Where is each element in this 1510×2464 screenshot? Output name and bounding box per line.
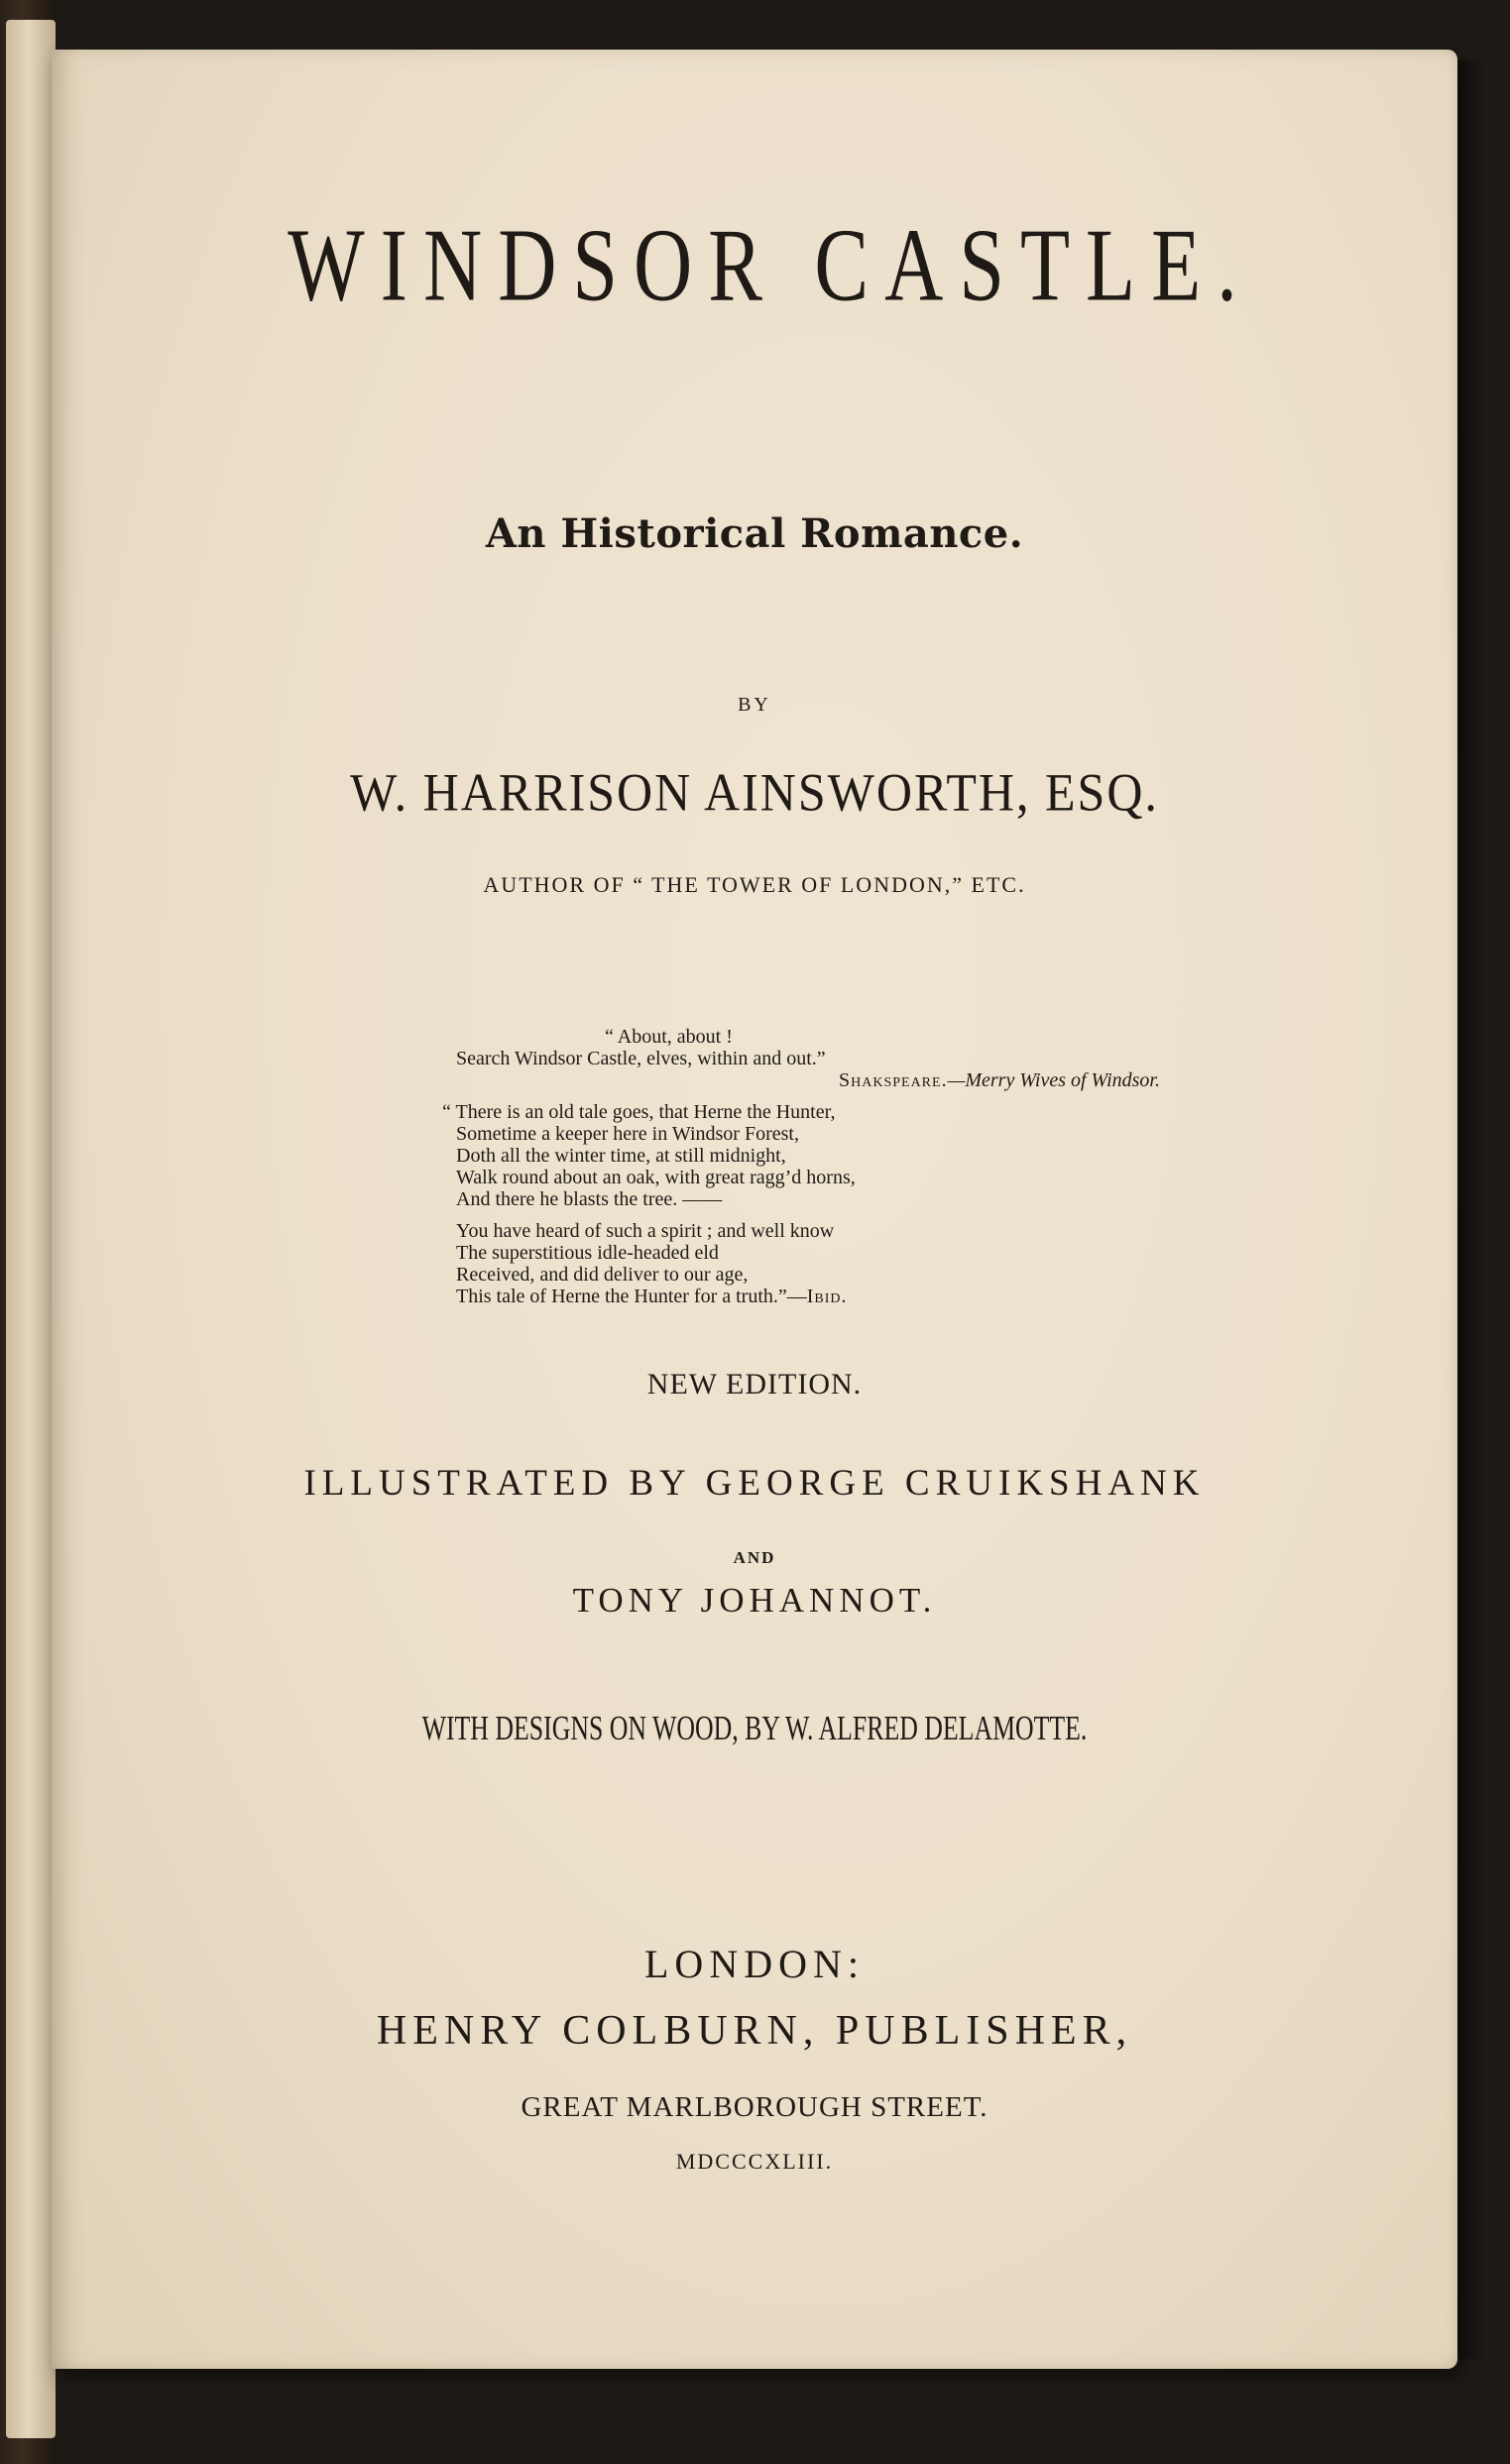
epigraph-line: And there he blasts the tree. ——: [456, 1188, 723, 1210]
byline-label: BY: [738, 694, 771, 716]
epigraph-line: Sometime a keeper here in Windsor Forest,: [456, 1123, 799, 1145]
second-illustrator: TONY JOHANNOT.: [572, 1581, 937, 1620]
epigraph: [442, 1026, 1170, 1307]
epigraph-line: The superstitious idle-headed eld: [456, 1242, 719, 1264]
epigraph-stanza-1: [456, 1026, 1170, 1091]
epigraph-attribution: [456, 1069, 1170, 1091]
book-subtitle: An Historical Romance.: [485, 510, 1024, 557]
epigraph-line: “ There is an old tale goes, that Herne the Hunter,: [442, 1101, 836, 1123]
author-note: AUTHOR OF “ THE TOWER OF LONDON,” ETC.: [483, 872, 1026, 897]
epigraph-line: Walk round about an oak, with great ragg’d horns,: [456, 1167, 856, 1188]
and-label: AND: [733, 1548, 776, 1567]
attribution-author: Shakspeare.: [838, 1069, 948, 1091]
illustrated-by: ILLUSTRATED BY GEORGE CRUIKSHANK: [303, 1463, 1206, 1504]
designs-credit: WITH DESIGNS ON WOOD, BY W. ALFRED DELAMOTTE.: [421, 1710, 1088, 1747]
title-page: [52, 50, 1457, 2369]
epigraph-line-final: [456, 1286, 1170, 1307]
page-edge-shadow: [1457, 59, 1487, 2359]
attribution-work: —Merry Wives of Windsor.: [947, 1069, 1160, 1091]
epigraph-line: Doth all the winter time, at still midnight,: [456, 1145, 786, 1167]
book-title: WINDSOR CASTLE.: [288, 207, 1253, 323]
author-name: W. HARRISON AINSWORTH, ESQ.: [350, 762, 1159, 823]
attribution-ibid: Ibid.: [806, 1286, 848, 1307]
imprint-city: LONDON:: [644, 1942, 865, 1986]
epigraph-final-text: This tale of Herne the Hunter for a truth.”—: [456, 1286, 807, 1307]
epigraph-line: You have heard of such a spirit ; and well know: [456, 1220, 835, 1242]
edition-label: NEW EDITION.: [646, 1368, 863, 1400]
page-gutter: [6, 20, 56, 2438]
imprint-publisher: HENRY COLBURN, PUBLISHER,: [376, 2008, 1133, 2054]
imprint-street: GREAT MARLBOROUGH STREET.: [521, 2091, 988, 2123]
epigraph-line: “ About, about !: [605, 1026, 733, 1048]
imprint-year: MDCCCXLIII.: [675, 2149, 834, 2174]
epigraph-line: Search Windsor Castle, elves, within and out.”: [456, 1048, 826, 1069]
epigraph-stanza-3: [456, 1220, 1170, 1307]
epigraph-stanza-2: [442, 1101, 1170, 1210]
epigraph-line: Received, and did deliver to our age,: [456, 1264, 749, 1286]
